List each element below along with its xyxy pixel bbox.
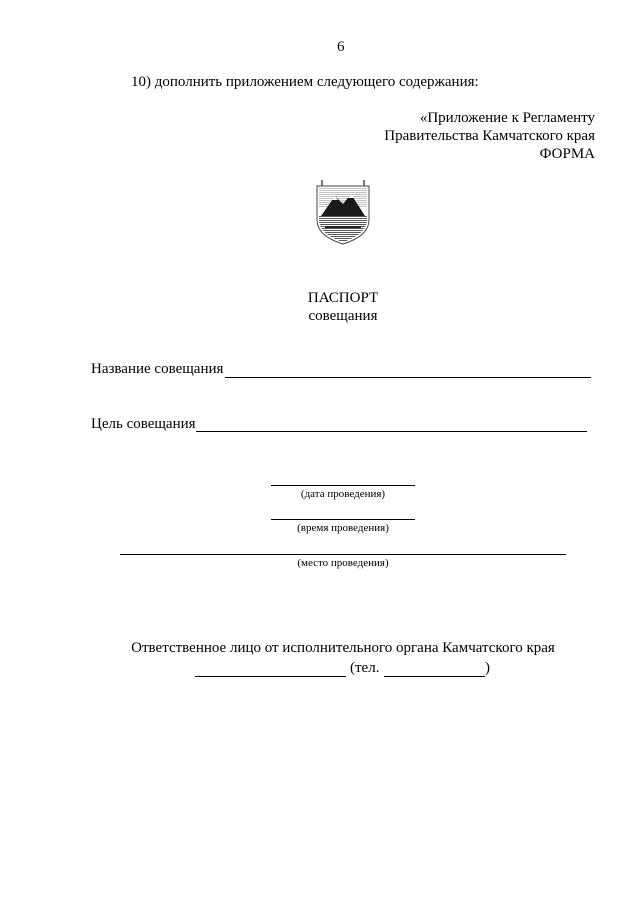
time-caption: (время проведения) [297,522,389,534]
date-field[interactable] [271,485,415,486]
page-number: 6 [337,39,345,55]
passport-subtitle: совещания [308,308,378,324]
meeting-purpose-field[interactable] [196,431,587,432]
appendix-header-line2: Правительства Камчатского края [384,128,595,144]
form-label: ФОРМА [539,146,595,162]
place-caption: (место проведения) [297,557,389,569]
coat-of-arms-icon [313,178,373,246]
date-caption: (дата проведения) [300,488,386,500]
phone-field[interactable] [384,676,485,677]
place-field[interactable] [120,554,566,555]
responsible-label: Ответственное лицо от исполнительного органа Камчатского края [131,640,555,656]
meeting-name-label: Название совещания [91,361,224,377]
phone-suffix: ) [485,660,490,676]
time-field[interactable] [271,519,415,520]
meeting-purpose-label: Цель совещания [91,416,196,432]
meeting-name-field[interactable] [225,377,591,378]
responsible-name-field[interactable] [195,676,346,677]
intro-text: 10) дополнить приложением следующего содержания: [131,74,479,90]
appendix-header-line1: «Приложение к Регламенту [419,110,595,126]
phone-prefix: (тел. [350,660,380,676]
passport-title: ПАСПОРТ [307,290,379,306]
